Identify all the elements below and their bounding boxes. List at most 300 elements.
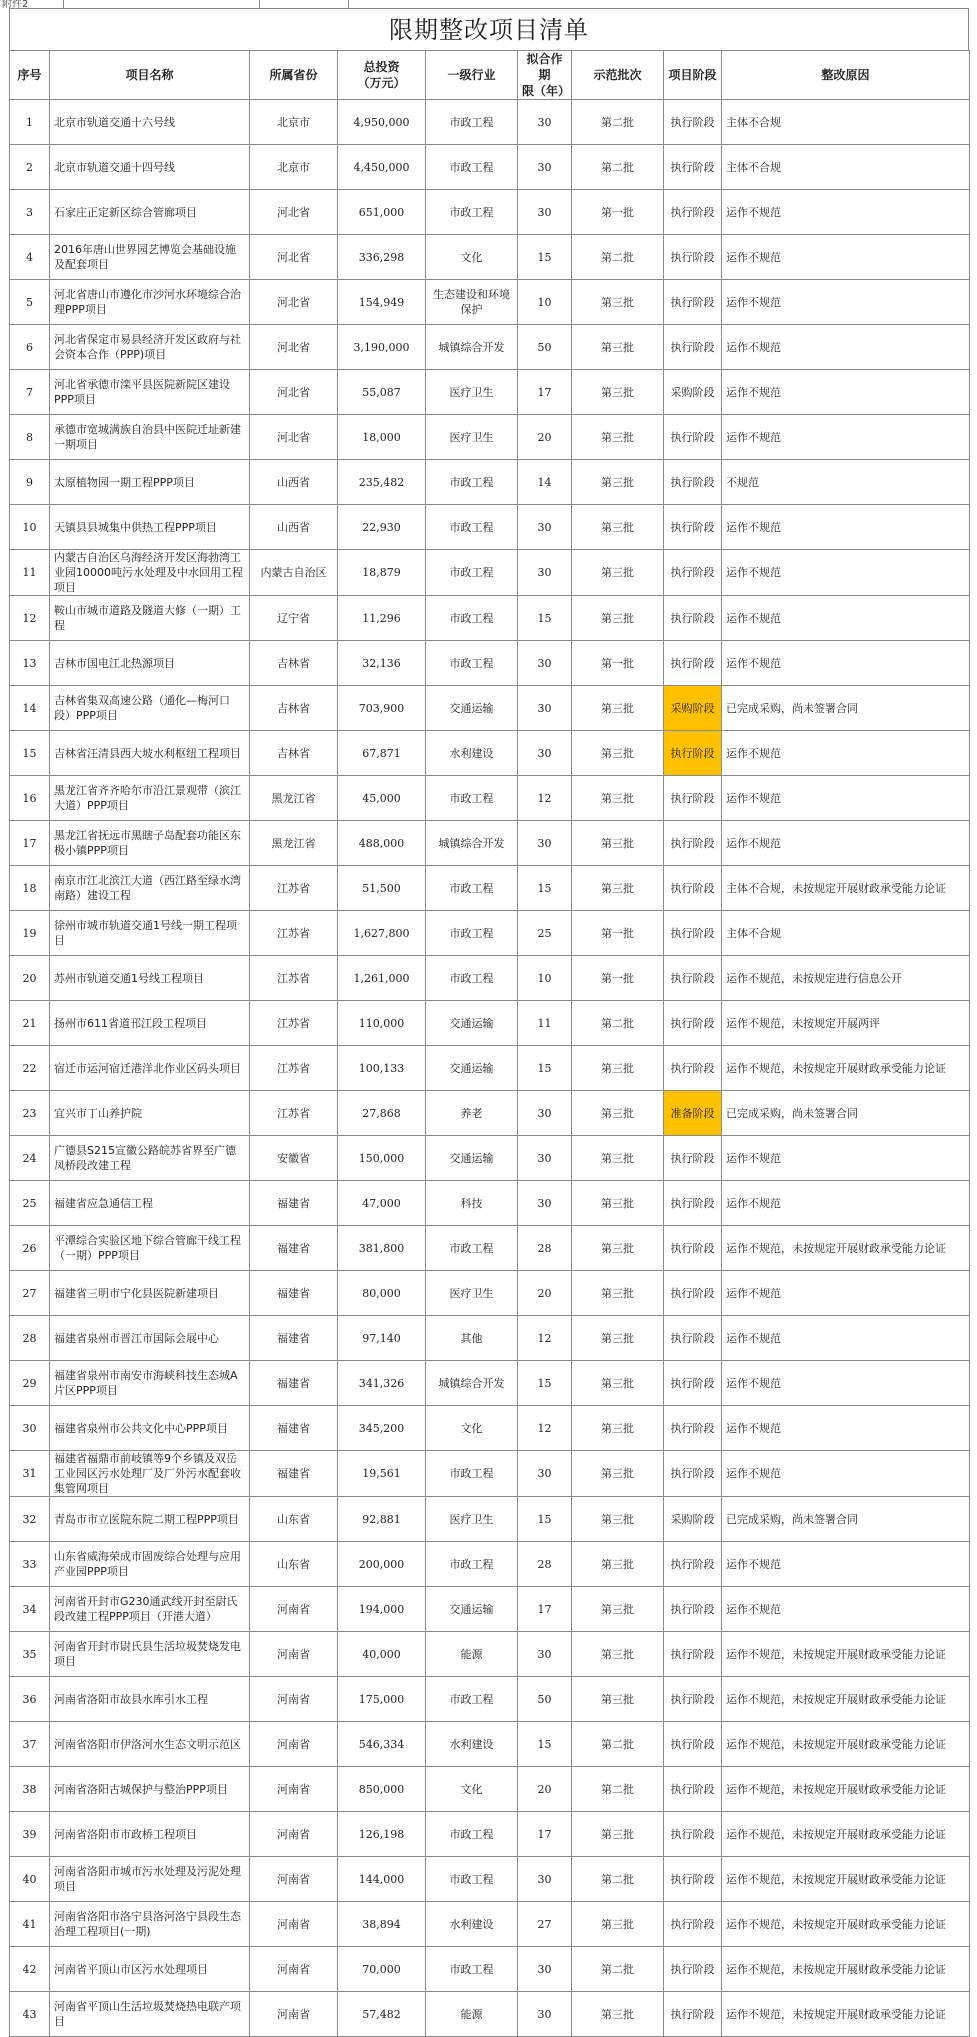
reason-cell: 主体不合规，未按规定开展财政承受能力论证	[722, 866, 970, 911]
stage-cell: 执行阶段	[664, 1542, 722, 1587]
row-number-cell: 29	[10, 1361, 50, 1406]
table-row	[10, 1091, 970, 1136]
row-number-cell: 43	[10, 1992, 50, 2037]
project-name-cell: 吉林省集双高速公路（通化—梅河口段）PPP项目	[50, 686, 250, 731]
table-row	[10, 190, 970, 235]
reason-cell: 运作不规范	[722, 505, 970, 550]
row-number-cell: 40	[10, 1857, 50, 1902]
stage-cell: 执行阶段	[664, 596, 722, 641]
stage-cell: 执行阶段	[664, 911, 722, 956]
table-row	[10, 325, 970, 370]
stage-cell: 执行阶段	[664, 1136, 722, 1181]
row-number-cell: 37	[10, 1722, 50, 1767]
province-cell: 黑龙江省	[250, 821, 338, 866]
reason-cell: 已完成采购，尚未签署合同	[722, 1497, 970, 1542]
investment-cell: 488,000	[338, 821, 426, 866]
batch-cell: 第三批	[572, 1316, 664, 1361]
batch-cell: 第三批	[572, 325, 664, 370]
investment-cell: 38,894	[338, 1902, 426, 1947]
industry-cell: 市政工程	[426, 1857, 518, 1902]
stage-cell: 执行阶段	[664, 550, 722, 596]
reason-cell: 运作不规范，未按规定进行信息公开	[722, 956, 970, 1001]
table-row	[10, 460, 970, 505]
industry-cell: 交通运输	[426, 1587, 518, 1632]
batch-cell: 第三批	[572, 1361, 664, 1406]
reason-cell: 运作不规范	[722, 1587, 970, 1632]
project-name-cell: 南京市江北滨江大道（西江路至绿水湾南路）建设工程	[50, 866, 250, 911]
batch-cell: 第二批	[572, 1947, 664, 1992]
term-years-cell: 20	[518, 1767, 572, 1812]
province-cell: 河北省	[250, 370, 338, 415]
investment-cell: 336,298	[338, 235, 426, 280]
strip-cell	[0, 0, 64, 8]
industry-cell: 市政工程	[426, 1226, 518, 1271]
reason-cell: 运作不规范	[722, 415, 970, 460]
province-cell: 河北省	[250, 280, 338, 325]
industry-cell: 养老	[426, 1091, 518, 1136]
investment-cell: 200,000	[338, 1542, 426, 1587]
industry-cell: 市政工程	[426, 1451, 518, 1497]
row-number-cell: 21	[10, 1001, 50, 1046]
province-cell: 河南省	[250, 1767, 338, 1812]
investment-cell: 194,000	[338, 1587, 426, 1632]
industry-cell: 交通运输	[426, 686, 518, 731]
term-years-cell: 30	[518, 1857, 572, 1902]
term-years-cell: 17	[518, 1587, 572, 1632]
stage-cell: 采购阶段	[664, 1497, 722, 1542]
table-body	[10, 100, 970, 2037]
province-cell: 江苏省	[250, 956, 338, 1001]
stage-cell: 执行阶段	[664, 821, 722, 866]
row-number-cell: 10	[10, 505, 50, 550]
row-number-cell: 31	[10, 1451, 50, 1497]
reason-cell: 运作不规范	[722, 1181, 970, 1226]
row-number-cell: 38	[10, 1767, 50, 1812]
stage-cell: 执行阶段	[664, 1632, 722, 1677]
investment-cell: 32,136	[338, 641, 426, 686]
reason-cell: 运作不规范，未按规定开展财政承受能力论证	[722, 1992, 970, 2037]
table-row	[10, 776, 970, 821]
stage-cell: 准备阶段	[664, 1091, 722, 1136]
investment-cell: 341,326	[338, 1361, 426, 1406]
batch-cell: 第三批	[572, 1497, 664, 1542]
term-years-cell: 30	[518, 731, 572, 776]
province-cell: 北京市	[250, 145, 338, 190]
term-years-cell: 15	[518, 1722, 572, 1767]
province-cell: 吉林省	[250, 641, 338, 686]
industry-cell: 其他	[426, 1316, 518, 1361]
investment-cell: 4,950,000	[338, 100, 426, 145]
term-years-cell: 15	[518, 596, 572, 641]
stage-cell: 执行阶段	[664, 1406, 722, 1451]
term-years-cell: 30	[518, 1451, 572, 1497]
top-strip	[0, 0, 977, 8]
investment-cell: 51,500	[338, 866, 426, 911]
investment-cell: 110,000	[338, 1001, 426, 1046]
row-number-cell: 20	[10, 956, 50, 1001]
batch-cell: 第三批	[572, 776, 664, 821]
province-cell: 安徽省	[250, 1136, 338, 1181]
investment-cell: 345,200	[338, 1406, 426, 1451]
batch-cell: 第三批	[572, 370, 664, 415]
table-row	[10, 1947, 970, 1992]
investment-cell: 144,000	[338, 1857, 426, 1902]
province-cell: 福建省	[250, 1271, 338, 1316]
table-row	[10, 1587, 970, 1632]
reason-cell: 运作不规范	[722, 235, 970, 280]
reason-cell: 运作不规范	[722, 776, 970, 821]
reason-cell: 运作不规范	[722, 325, 970, 370]
project-table	[9, 50, 970, 2037]
table-row	[10, 596, 970, 641]
term-years-cell: 15	[518, 235, 572, 280]
table-row	[10, 1767, 970, 1812]
project-name-cell: 北京市轨道交通十六号线	[50, 100, 250, 145]
stage-cell: 执行阶段	[664, 1226, 722, 1271]
batch-cell: 第三批	[572, 505, 664, 550]
term-years-cell: 30	[518, 821, 572, 866]
row-number-cell: 16	[10, 776, 50, 821]
table-row	[10, 1722, 970, 1767]
stage-cell: 执行阶段	[664, 731, 722, 776]
row-number-cell: 25	[10, 1181, 50, 1226]
term-years-cell: 17	[518, 370, 572, 415]
investment-cell: 45,000	[338, 776, 426, 821]
province-cell: 北京市	[250, 100, 338, 145]
investment-cell: 3,190,000	[338, 325, 426, 370]
batch-cell: 第三批	[572, 280, 664, 325]
investment-cell: 70,000	[338, 1947, 426, 1992]
province-cell: 河南省	[250, 1902, 338, 1947]
investment-cell: 4,450,000	[338, 145, 426, 190]
row-number-cell: 41	[10, 1902, 50, 1947]
province-cell: 黑龙江省	[250, 776, 338, 821]
top-fragment: 附件2	[2, 0, 29, 10]
reason-cell: 运作不规范，未按规定开展财政承受能力论证	[722, 1902, 970, 1947]
reason-cell: 运作不规范，未按规定开展财政承受能力论证	[722, 1947, 970, 1992]
reason-cell: 运作不规范，未按规定开展财政承受能力论证	[722, 1812, 970, 1857]
table-row	[10, 686, 970, 731]
table-row	[10, 280, 970, 325]
term-years-cell: 12	[518, 776, 572, 821]
province-cell: 山西省	[250, 505, 338, 550]
batch-cell: 第三批	[572, 1542, 664, 1587]
col-header: 序号	[10, 51, 50, 100]
batch-cell: 第三批	[572, 821, 664, 866]
table-row	[10, 1992, 970, 2037]
term-years-cell: 15	[518, 866, 572, 911]
project-name-cell: 福建省泉州市南安市海峡科技生态城A片区PPP项目	[50, 1361, 250, 1406]
stage-cell: 采购阶段	[664, 370, 722, 415]
project-name-cell: 扬州市611省道邗江段工程项目	[50, 1001, 250, 1046]
stage-cell: 执行阶段	[664, 1361, 722, 1406]
investment-cell: 1,627,800	[338, 911, 426, 956]
industry-cell: 市政工程	[426, 1947, 518, 1992]
reason-cell: 运作不规范	[722, 280, 970, 325]
col-header: 整改原因	[722, 51, 970, 100]
stage-cell: 执行阶段	[664, 460, 722, 505]
stage-cell: 执行阶段	[664, 1001, 722, 1046]
table-row	[10, 1136, 970, 1181]
row-number-cell: 7	[10, 370, 50, 415]
batch-cell: 第三批	[572, 1406, 664, 1451]
reason-cell: 运作不规范，未按规定开展财政承受能力论证	[722, 1632, 970, 1677]
industry-cell: 市政工程	[426, 505, 518, 550]
stage-cell: 执行阶段	[664, 1812, 722, 1857]
investment-cell: 67,871	[338, 731, 426, 776]
project-name-cell: 石家庄正定新区综合管廊项目	[50, 190, 250, 235]
table-title: 限期整改项目清单	[9, 8, 969, 50]
industry-cell: 生态建设和环境保护	[426, 280, 518, 325]
province-cell: 江苏省	[250, 1046, 338, 1091]
province-cell: 江苏省	[250, 1001, 338, 1046]
province-cell: 吉林省	[250, 731, 338, 776]
reason-cell: 运作不规范	[722, 1361, 970, 1406]
sheet	[9, 8, 969, 2037]
stage-cell: 执行阶段	[664, 1947, 722, 1992]
project-name-cell: 北京市轨道交通十四号线	[50, 145, 250, 190]
stage-cell: 执行阶段	[664, 1587, 722, 1632]
province-cell: 河南省	[250, 1857, 338, 1902]
batch-cell: 第三批	[572, 1046, 664, 1091]
stage-cell: 执行阶段	[664, 325, 722, 370]
province-cell: 山西省	[250, 460, 338, 505]
industry-cell: 市政工程	[426, 100, 518, 145]
batch-cell: 第三批	[572, 460, 664, 505]
term-years-cell: 30	[518, 1181, 572, 1226]
term-years-cell: 30	[518, 190, 572, 235]
industry-cell: 科技	[426, 1181, 518, 1226]
term-years-cell: 30	[518, 1632, 572, 1677]
batch-cell: 第三批	[572, 1451, 664, 1497]
table-row	[10, 1812, 970, 1857]
project-name-cell: 福建省应急通信工程	[50, 1181, 250, 1226]
batch-cell: 第三批	[572, 1587, 664, 1632]
col-header: 拟合作期 限（年）	[518, 51, 572, 100]
investment-cell: 850,000	[338, 1767, 426, 1812]
term-years-cell: 30	[518, 1136, 572, 1181]
investment-cell: 97,140	[338, 1316, 426, 1361]
industry-cell: 医疗卫生	[426, 415, 518, 460]
project-name-cell: 吉林省汪清县西大坡水利枢纽工程项目	[50, 731, 250, 776]
province-cell: 河南省	[250, 1587, 338, 1632]
col-header: 项目名称	[50, 51, 250, 100]
table-row	[10, 1316, 970, 1361]
stage-cell: 执行阶段	[664, 1046, 722, 1091]
stage-cell: 执行阶段	[664, 145, 722, 190]
table-row	[10, 1857, 970, 1902]
province-cell: 吉林省	[250, 686, 338, 731]
table-row	[10, 100, 970, 145]
project-name-cell: 福建省泉州市公共文化中心PPP项目	[50, 1406, 250, 1451]
term-years-cell: 30	[518, 100, 572, 145]
col-header: 示范批次	[572, 51, 664, 100]
term-years-cell: 28	[518, 1542, 572, 1587]
investment-cell: 100,133	[338, 1046, 426, 1091]
batch-cell: 第一批	[572, 641, 664, 686]
investment-cell: 19,561	[338, 1451, 426, 1497]
strip-cell	[63, 0, 260, 8]
table-row	[10, 145, 970, 190]
stage-cell: 执行阶段	[664, 1316, 722, 1361]
batch-cell: 第一批	[572, 190, 664, 235]
province-cell: 江苏省	[250, 1091, 338, 1136]
reason-cell: 运作不规范	[722, 1271, 970, 1316]
project-name-cell: 河北省保定市易县经济开发区政府与社会资本合作（PPP)项目	[50, 325, 250, 370]
term-years-cell: 50	[518, 1677, 572, 1722]
batch-cell: 第三批	[572, 731, 664, 776]
row-number-cell: 13	[10, 641, 50, 686]
table-row	[10, 550, 970, 596]
industry-cell: 医疗卫生	[426, 1497, 518, 1542]
industry-cell: 市政工程	[426, 145, 518, 190]
reason-cell: 不规范	[722, 460, 970, 505]
row-number-cell: 8	[10, 415, 50, 460]
reason-cell: 运作不规范	[722, 821, 970, 866]
term-years-cell: 27	[518, 1902, 572, 1947]
industry-cell: 市政工程	[426, 866, 518, 911]
row-number-cell: 12	[10, 596, 50, 641]
stage-cell: 执行阶段	[664, 415, 722, 460]
batch-cell: 第三批	[572, 686, 664, 731]
project-name-cell: 河南省平顶山市区污水处理项目	[50, 1947, 250, 1992]
batch-cell: 第三批	[572, 415, 664, 460]
row-number-cell: 30	[10, 1406, 50, 1451]
industry-cell: 市政工程	[426, 1812, 518, 1857]
project-name-cell: 宿迁市运河宿迁港洋北作业区码头项目	[50, 1046, 250, 1091]
industry-cell: 水利建设	[426, 1902, 518, 1947]
project-name-cell: 河南省开封市G230通武线开封至尉氏段改建工程PPP项目（开港大道）	[50, 1587, 250, 1632]
province-cell: 河北省	[250, 235, 338, 280]
industry-cell: 城镇综合开发	[426, 325, 518, 370]
investment-cell: 22,930	[338, 505, 426, 550]
industry-cell: 文化	[426, 235, 518, 280]
term-years-cell: 30	[518, 145, 572, 190]
table-row	[10, 1046, 970, 1091]
project-name-cell: 平潭综合实验区地下综合管廊干线工程（一期）PPP项目	[50, 1226, 250, 1271]
batch-cell: 第一批	[572, 956, 664, 1001]
reason-cell: 运作不规范	[722, 190, 970, 235]
province-cell: 福建省	[250, 1451, 338, 1497]
province-cell: 福建省	[250, 1406, 338, 1451]
table-row	[10, 641, 970, 686]
term-years-cell: 25	[518, 911, 572, 956]
stage-cell: 执行阶段	[664, 280, 722, 325]
table-row	[10, 1271, 970, 1316]
industry-cell: 市政工程	[426, 1677, 518, 1722]
row-number-cell: 35	[10, 1632, 50, 1677]
term-years-cell: 14	[518, 460, 572, 505]
table-row	[10, 235, 970, 280]
industry-cell: 市政工程	[426, 460, 518, 505]
province-cell: 福建省	[250, 1361, 338, 1406]
province-cell: 河北省	[250, 415, 338, 460]
term-years-cell: 17	[518, 1812, 572, 1857]
row-number-cell: 26	[10, 1226, 50, 1271]
investment-cell: 651,000	[338, 190, 426, 235]
term-years-cell: 15	[518, 1046, 572, 1091]
project-name-cell: 吉林市国电江北热源项目	[50, 641, 250, 686]
stage-cell: 执行阶段	[664, 641, 722, 686]
row-number-cell: 1	[10, 100, 50, 145]
reason-cell: 运作不规范	[722, 1136, 970, 1181]
table-row	[10, 731, 970, 776]
investment-cell: 55,087	[338, 370, 426, 415]
row-number-cell: 22	[10, 1046, 50, 1091]
industry-cell: 市政工程	[426, 550, 518, 596]
term-years-cell: 30	[518, 686, 572, 731]
term-years-cell: 30	[518, 641, 572, 686]
reason-cell: 运作不规范	[722, 1542, 970, 1587]
province-cell: 河南省	[250, 1632, 338, 1677]
table-row	[10, 821, 970, 866]
province-cell: 河南省	[250, 1677, 338, 1722]
row-number-cell: 19	[10, 911, 50, 956]
project-name-cell: 河南省洛阳市故县水库引水工程	[50, 1677, 250, 1722]
stage-cell: 执行阶段	[664, 1992, 722, 2037]
strip-cell	[259, 0, 349, 8]
row-number-cell: 23	[10, 1091, 50, 1136]
col-header: 一级行业	[426, 51, 518, 100]
industry-cell: 交通运输	[426, 1046, 518, 1091]
stage-cell: 执行阶段	[664, 1767, 722, 1812]
table-row	[10, 1406, 970, 1451]
reason-cell: 运作不规范，未按规定开展财政承受能力论证	[722, 1857, 970, 1902]
industry-cell: 能源	[426, 1992, 518, 2037]
table-row	[10, 505, 970, 550]
project-name-cell: 宜兴市丁山养护院	[50, 1091, 250, 1136]
investment-cell: 80,000	[338, 1271, 426, 1316]
batch-cell: 第三批	[572, 1632, 664, 1677]
batch-cell: 第二批	[572, 1722, 664, 1767]
batch-cell: 第三批	[572, 1091, 664, 1136]
project-name-cell: 广德县S215宣徽公路皖苏省界至广德凤桥段改建工程	[50, 1136, 250, 1181]
reason-cell: 运作不规范	[722, 596, 970, 641]
reason-cell: 运作不规范，未按规定开展财政承受能力论证	[722, 1046, 970, 1091]
row-number-cell: 18	[10, 866, 50, 911]
industry-cell: 医疗卫生	[426, 370, 518, 415]
project-name-cell: 青岛市市立医院东院二期工程PPP项目	[50, 1497, 250, 1542]
industry-cell: 市政工程	[426, 1542, 518, 1587]
reason-cell: 运作不规范	[722, 550, 970, 596]
project-name-cell: 内蒙古自治区乌海经济开发区海勃湾工业园10000吨污水处理及中水回用工程项目	[50, 550, 250, 596]
col-header: 项目阶段	[664, 51, 722, 100]
investment-cell: 150,000	[338, 1136, 426, 1181]
province-cell: 河南省	[250, 1947, 338, 1992]
term-years-cell: 30	[518, 1091, 572, 1136]
row-number-cell: 39	[10, 1812, 50, 1857]
table-row	[10, 1001, 970, 1046]
row-number-cell: 11	[10, 550, 50, 596]
stage-cell: 执行阶段	[664, 1181, 722, 1226]
project-name-cell: 河北省承德市滦平县医院新院区建设PPP项目	[50, 370, 250, 415]
investment-cell: 40,000	[338, 1632, 426, 1677]
term-years-cell: 20	[518, 1271, 572, 1316]
reason-cell: 主体不合规	[722, 911, 970, 956]
project-name-cell: 山东省威海荣成市固废综合处理与应用产业园PPP项目	[50, 1542, 250, 1587]
term-years-cell: 50	[518, 325, 572, 370]
industry-cell: 文化	[426, 1767, 518, 1812]
row-number-cell: 9	[10, 460, 50, 505]
row-number-cell: 3	[10, 190, 50, 235]
province-cell: 山东省	[250, 1542, 338, 1587]
industry-cell: 市政工程	[426, 776, 518, 821]
row-number-cell: 17	[10, 821, 50, 866]
reason-cell: 运作不规范，未按规定开展财政承受能力论证	[722, 1722, 970, 1767]
table-row	[10, 1497, 970, 1542]
term-years-cell: 12	[518, 1316, 572, 1361]
reason-cell: 主体不合规	[722, 100, 970, 145]
